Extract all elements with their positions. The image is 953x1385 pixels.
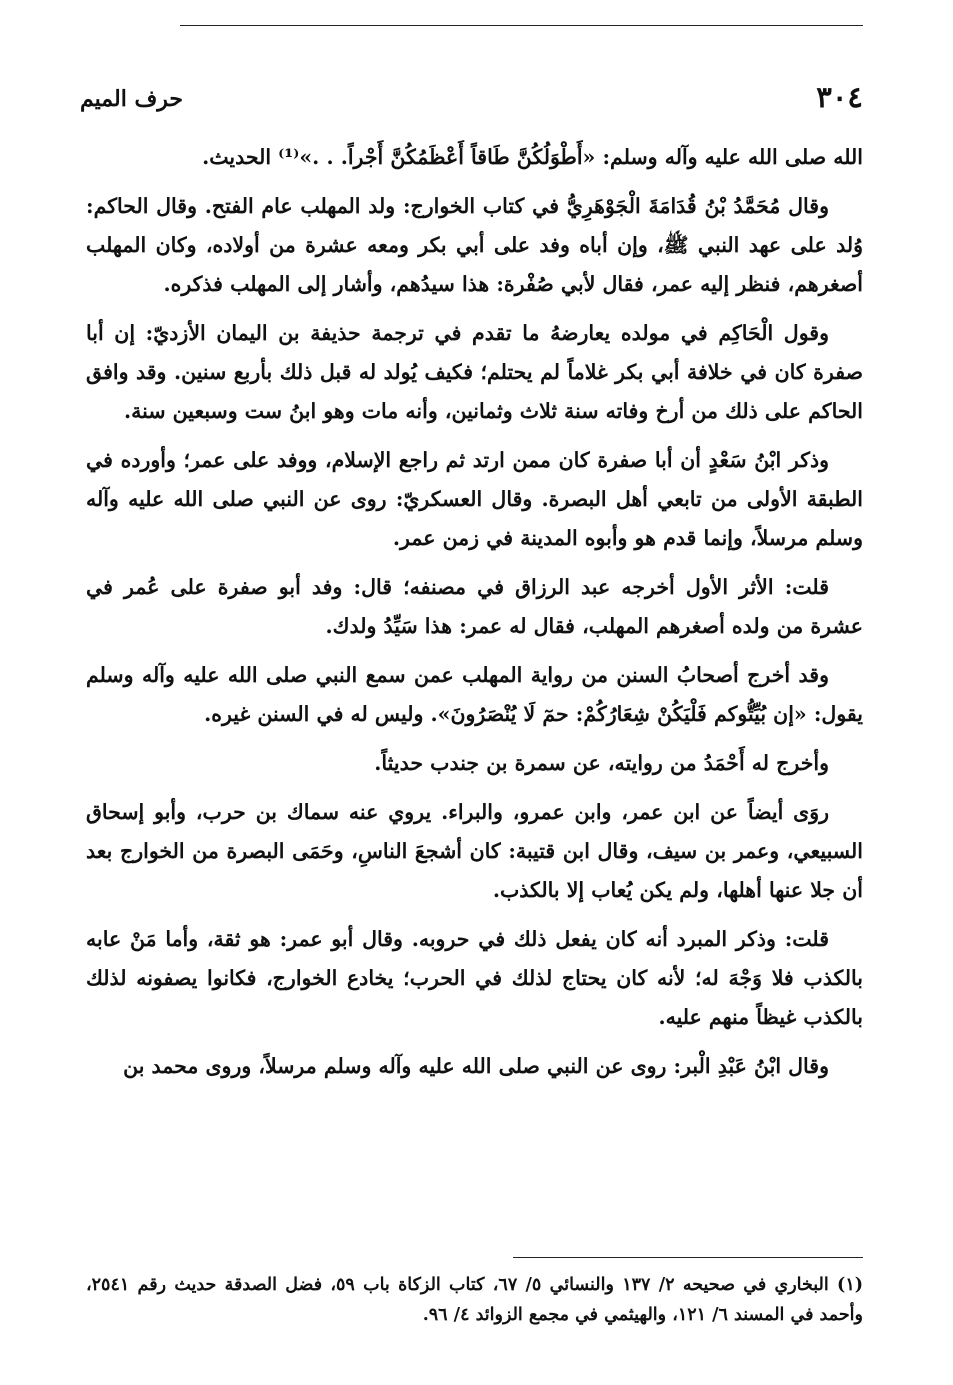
running-title: حرف الميم — [80, 86, 184, 112]
footnote-rule — [513, 1257, 863, 1258]
paragraph: قلت: وذكر المبرد أنه كان يفعل ذلك في حروبه. وقال أبو عمر: هو ثقة، وأما مَنْ عابه بالكذب فلا وَجْهَ له؛ لأنه كان يحتاج لذلك في الحرب؛ يخادع الخوارج، فكانوا يصفونه لذلك بالكذب غيظاً منهم عليه. — [86, 927, 863, 1029]
paragraph: الله صلى الله عليه وآله وسلم: «أَطْوَلُكُنَّ طَاقاً أَعْظَمُكُنَّ أَجْراً. . .»⁽¹⁾ الحديث. — [202, 145, 863, 169]
page-number: ٣٠٤ — [816, 80, 863, 114]
paragraph: وقول الْحَاكِم في مولده يعارضهُ ما تقدم في ترجمة حذيفة بن اليمان الأزديّ: إن أبا صفرة كان في خلافة أبي بكر غلاماً لم يحتلم؛ فكيف يُولد له قبل ذلك بأربع سنين. وقد وافق الحاكم على ذلك من أرخ وفاته سنة ثلاث وثمانين، وأنه مات وهو ابنُ ست وسبعين سنة. — [86, 321, 863, 423]
paragraph: روَى أيضاً عن ابن عمر، وابن عمرو، والبراء. يروي عنه سماك بن حرب، وأبو إسحاق السبيعي، وعمر بن سيف، وقال ابن قتيبة: كان أشجعَ الناسِ، وحَمَى البصرة من الخوارج بعد أن جلا عنها أهلها، ولم يكن يُعاب إلا بالكذب. — [86, 800, 863, 902]
page-body — [86, 138, 863, 1096]
paragraph: وأخرج له أَحْمَدُ من روايته، عن سمرة بن جندب حديثاً. — [374, 751, 829, 775]
paragraph: قلت: الأثر الأول أخرجه عبد الرزاق في مصنفه؛ قال: وفد أبو صفرة على عُمر في عشرة من ولده أصغرهم المهلب، فقال له عمر: هذا سَيِّدُ ولدك. — [86, 575, 863, 638]
header-rule — [180, 25, 863, 26]
footnote: (١) البخاري في صحيحه ٢/ ١٣٧ والنسائي ٥/ ٦٧، كتاب الزكاة باب ٥٩، فضل الصدقة حديث رقم ٢٥٤١، وأحمد في المسند ٦/ ١٢١، والهيثمي في مجمع الزوائد ٤/ ٩٦. — [86, 1275, 864, 1325]
page-header — [80, 80, 863, 120]
paragraph: وقال ابْنُ عَبْدِ الْبر: روى عن النبي صلى الله عليه وآله وسلم مرسلاً، وروى محمد بن — [123, 1054, 829, 1078]
paragraph: وقال مُحَمَّدُ بْنُ قُدَامَةَ الْجَوْهَرِيُّ في كتاب الخوارج: ولد المهلب عام الفتح. وقال الحاكم: وُلد على عهد النبي ﷺ، وإن أباه وفد على أبي بكر ومعه عشرة من أولاده، وكان المهلب أصغرهم، فنظر إليه عمر، فقال لأبي صُفْرة: هذا سيدُهم، وأشار إلى المهلب فذكره. — [86, 194, 863, 296]
paragraph: وذكر ابْنُ سَعْدٍ أن أبا صفرة كان ممن ارتد ثم راجع الإسلام، ووفد على عمر؛ وأورده في الطبقة الأولى من تابعي أهل البصرة. وقال العسكريّ: روى عن النبي صلى الله عليه وآله وسلم مرسلاً، وإنما قدم هو وأبوه المدينة في زمن عمر. — [86, 448, 863, 550]
paragraph: وقد أخرج أصحابُ السنن من رواية المهلب عمن سمع النبي صلى الله عليه وآله وسلم يقول: «إن بُيِّتُّوكم فَلْيَكُنْ شِعَارُكُمْ: حمٓ لَا يُنْصَرُونَ». وليس له في السنن غيره. — [86, 663, 863, 726]
